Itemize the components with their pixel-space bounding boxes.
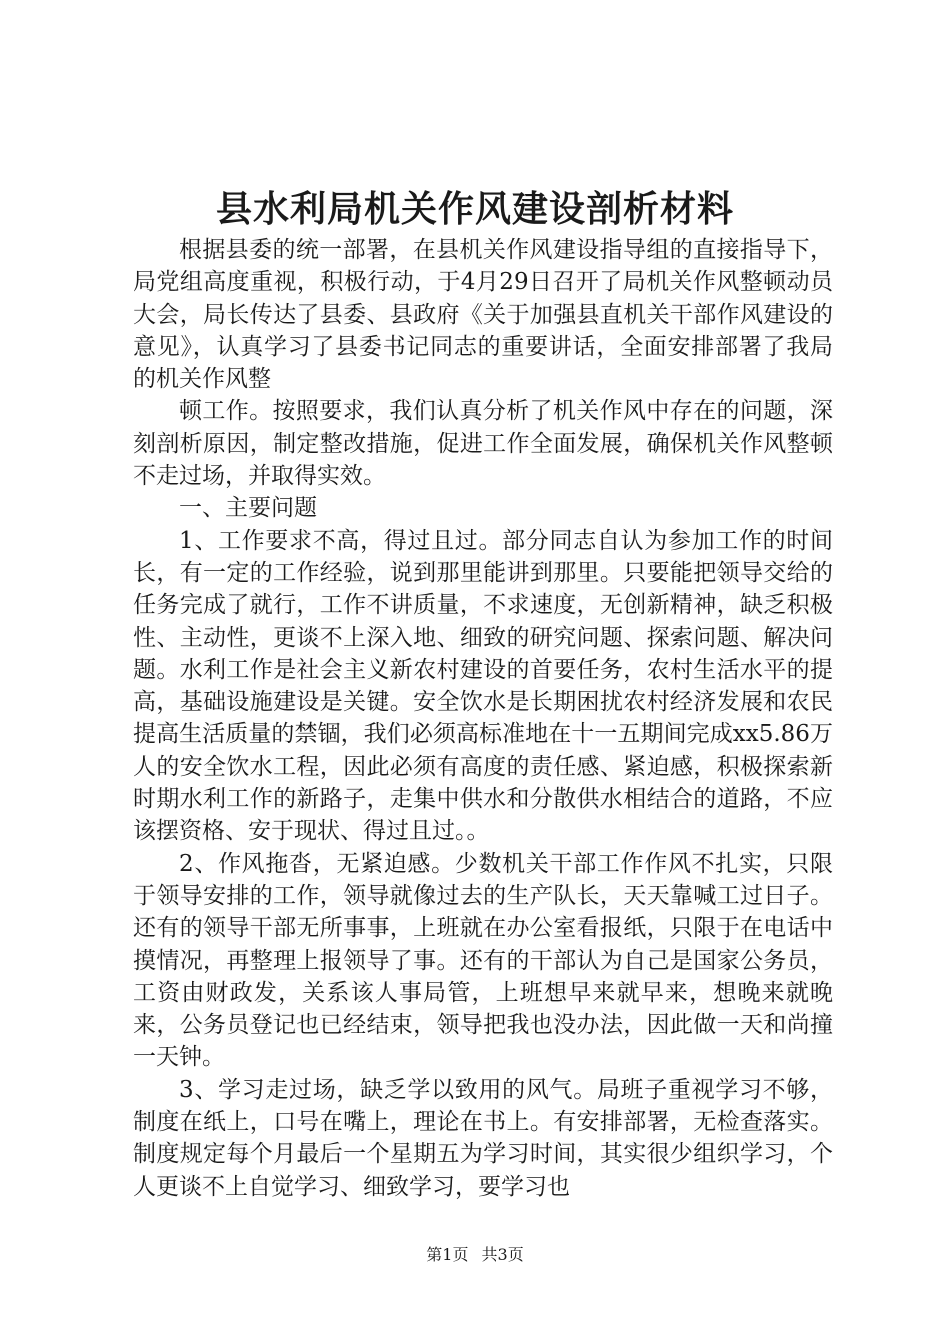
paragraph-continuation: 顿工作。按照要求，我们认真分析了机关作风中存在的问题，深刻剖析原因，制定整改措施，促进工作全面发展，确保机关作风整顿不走过场，并取得实效。 [133,398,833,490]
page-footer [0,1244,950,1266]
page-number: 第1页 [426,1245,469,1264]
paragraph-problem-1: 1、工作要求不高，得过且过。部分同志自认为参加工作的时间长，有一定的工作经验，说到那里能讲到那里。只要能把领导交给的任务完成了就行，工作不讲质量，不求速度，无创新精神，缺乏积极性、主动性，更谈不上深入地、细致的研究问题、探索问题、解决问题。水利工作是社会主义新农村建设的首要任务，农村生活水平的提高，基础设施建设是关键。安全饮水是长期困扰农村经济发展和农民提高生活质量的禁锢，我们必须高标准地在十一五期间完成xx5.86万人的安全饮水工程，因此必须有高度的责任感、紧迫感，积极探索新时期水利工作的新路子，走集中供水和分散供水相结合的道路，不应该摆资格、安于现状、得过且过。。 [133,527,833,845]
paragraph-intro: 根据县委的统一部署，在县机关作风建设指导组的直接指导下，局党组高度重视，积极行动，于4月29日召开了局机关作风整顿动员大会，局长传达了县委、县政府《关于加强县直机关干部作风建设的意见》，认真学习了县委书记同志的重要讲话，全面安排部署了我局的机关作风整 [133,237,833,393]
paragraph-problem-2: 2、作风拖沓，无紧迫感。少数机关干部工作作风不扎实，只限于领导安排的工作，领导就像过去的生产队长，天天靠喊工过日子。还有的领导干部无所事事，上班就在办公室看报纸，只限于在电话中摸情况，再整理上报领导了事。还有的干部认为自己是国家公务员，工资由财政发，关系该人事局管，上班想早来就早来，想晚来就晚来，公务员登记也已经结束，领导把我也没办法，因此做一天和尚撞一天钟。 [133,850,833,1071]
paragraph-problem-3: 3、学习走过场，缺乏学以致用的风气。局班子重视学习不够，制度在纸上，口号在嘴上，理论在书上。有安排部署，无检查落实。制度规定每个月最后一个星期五为学习时间，其实很少组织学习，个人更谈不上自觉学习、细致学习，要学习也 [133,1076,833,1200]
page-total: 共3页 [481,1245,524,1264]
document-body [133,234,833,1203]
document-title: 县水利局机关作风建设剖析材料 [215,188,734,230]
section-heading-main-problems: 一、主要问题 [179,495,317,522]
